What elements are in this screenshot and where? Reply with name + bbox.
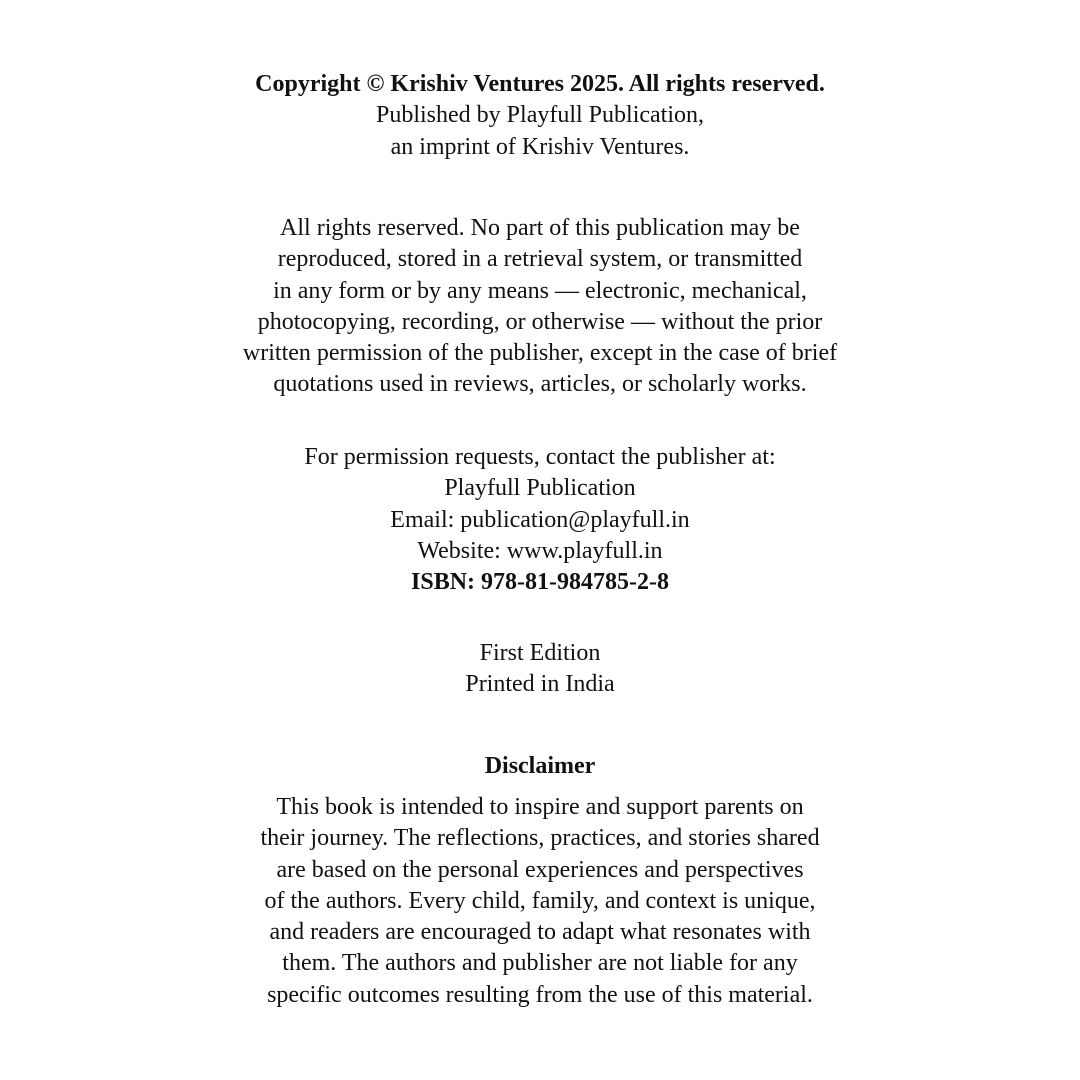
edition-line: First Edition — [479, 640, 601, 666]
disclaimer-heading: Disclaimer — [484, 753, 596, 779]
copyright-notice: Copyright © Krishiv Ventures 2025. All rights reserved. — [255, 71, 825, 97]
copyright-section — [0, 69, 1080, 163]
rights-line: All rights reserved. No part of this publication may be — [280, 215, 800, 241]
disclaimer-line: their journey. The reflections, practices, and stories shared — [260, 825, 820, 852]
rights-line: quotations used in reviews, articles, or scholarly works. — [273, 371, 807, 398]
rights-paragraph — [0, 213, 1080, 401]
disclaimer-line: This book is intended to inspire and support parents on — [276, 794, 804, 820]
edition-section — [0, 638, 1080, 701]
disclaimer-line: are based on the personal experiences and perspectives — [276, 856, 804, 883]
published-by-line: Published by Playfull Publication, — [376, 102, 704, 129]
rights-line: photocopying, recording, or otherwise — without the prior — [257, 308, 823, 335]
disclaimer-line: of the authors. Every child, family, and context is unique, — [264, 887, 816, 914]
rights-line: written permission of the publisher, except in the case of brief — [242, 340, 838, 367]
printed-line: Printed in India — [465, 671, 615, 698]
contact-intro: For permission requests, contact the publisher at: — [304, 444, 776, 470]
disclaimer-line: and readers are encouraged to adapt what resonates with — [269, 919, 811, 946]
publisher-name: Playfull Publication — [444, 475, 636, 502]
imprint-line: an imprint of Krishiv Ventures. — [390, 133, 690, 160]
publisher-website: Website: www.playfull.in — [417, 537, 663, 564]
rights-line: reproduced, stored in a retrieval system, or transmitted — [277, 246, 803, 273]
publisher-email: Email: publication@playfull.in — [390, 506, 690, 533]
disclaimer-line: them. The authors and publisher are not liable for any — [282, 950, 798, 977]
rights-line: in any form or by any means — electronic, mechanical, — [273, 277, 807, 304]
isbn-number: ISBN: 978-81-984785-2-8 — [411, 569, 669, 596]
disclaimer-line: specific outcomes resulting from the use of this material. — [267, 981, 813, 1008]
disclaimer-paragraph — [0, 792, 1080, 1011]
contact-section — [0, 442, 1080, 598]
